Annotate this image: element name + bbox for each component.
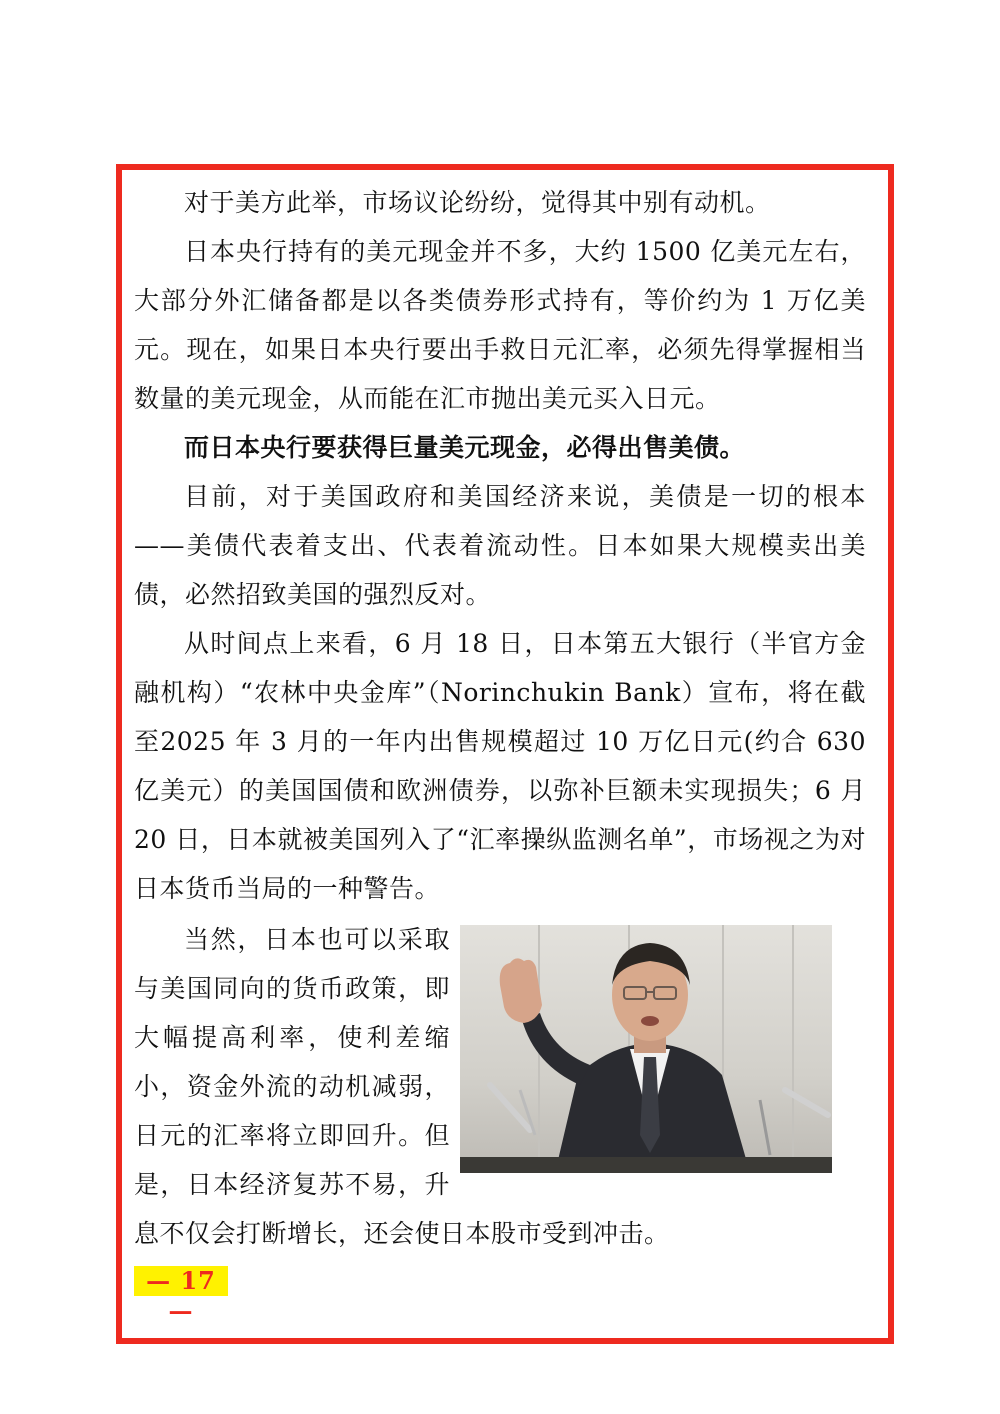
paragraph-4: 目前，对于美国政府和美国经济来说，美债是一切的根本——美债代表着支出、代表着流动性。日本如果大规模卖出美债，必然招致美国的强烈反对。: [134, 482, 866, 609]
paragraph-1: 对于美方此举，市场议论纷纷，觉得其中别有动机。: [184, 188, 771, 217]
press-conference-photo: [460, 925, 832, 1173]
paragraph-6: 当然，日本也可以采取与美国同向的货币政策，即大幅提高利率，使利差缩小，资金外流的动机减弱，日元的汇率将立即回升。但是，日本经济复苏不易，升息不仅会打断增长，还会使日本股市受到冲击。: [134, 925, 670, 1248]
article-body: [134, 178, 866, 1258]
photo-wrapped-section: [134, 915, 866, 1258]
speaker-illustration: [460, 925, 832, 1173]
paragraph-5: 从时间点上来看，6 月 18 日，日本第五大银行（半官方金融机构）“农林中央金库”（Norinchukin Bank）宣布，将在截至2025 年 3 月的一年内出售规模超过 10 万亿日元(约合 630 亿美元）的美国国债和欧洲债券，以弥补巨额未实现损失；6 月 20 日，日本就被美国列入了“汇率操纵监测名单”，市场视之为对日本货币当局的一种警告。: [134, 629, 866, 903]
paragraph-3-bold: 而日本央行要获得巨量美元现金，必得出售美债。: [184, 433, 746, 462]
page-number: — 17 —: [134, 1266, 228, 1296]
paragraph-2: 日本央行持有的美元现金并不多，大约 1500 亿美元左右，大部分外汇储备都是以各类债券形式持有，等价约为 1 万亿美元。现在，如果日本央行要出手救日元汇率，必须先得掌握相当数量的美元现金，从而能在汇市抛出美元买入日元。: [134, 237, 866, 413]
